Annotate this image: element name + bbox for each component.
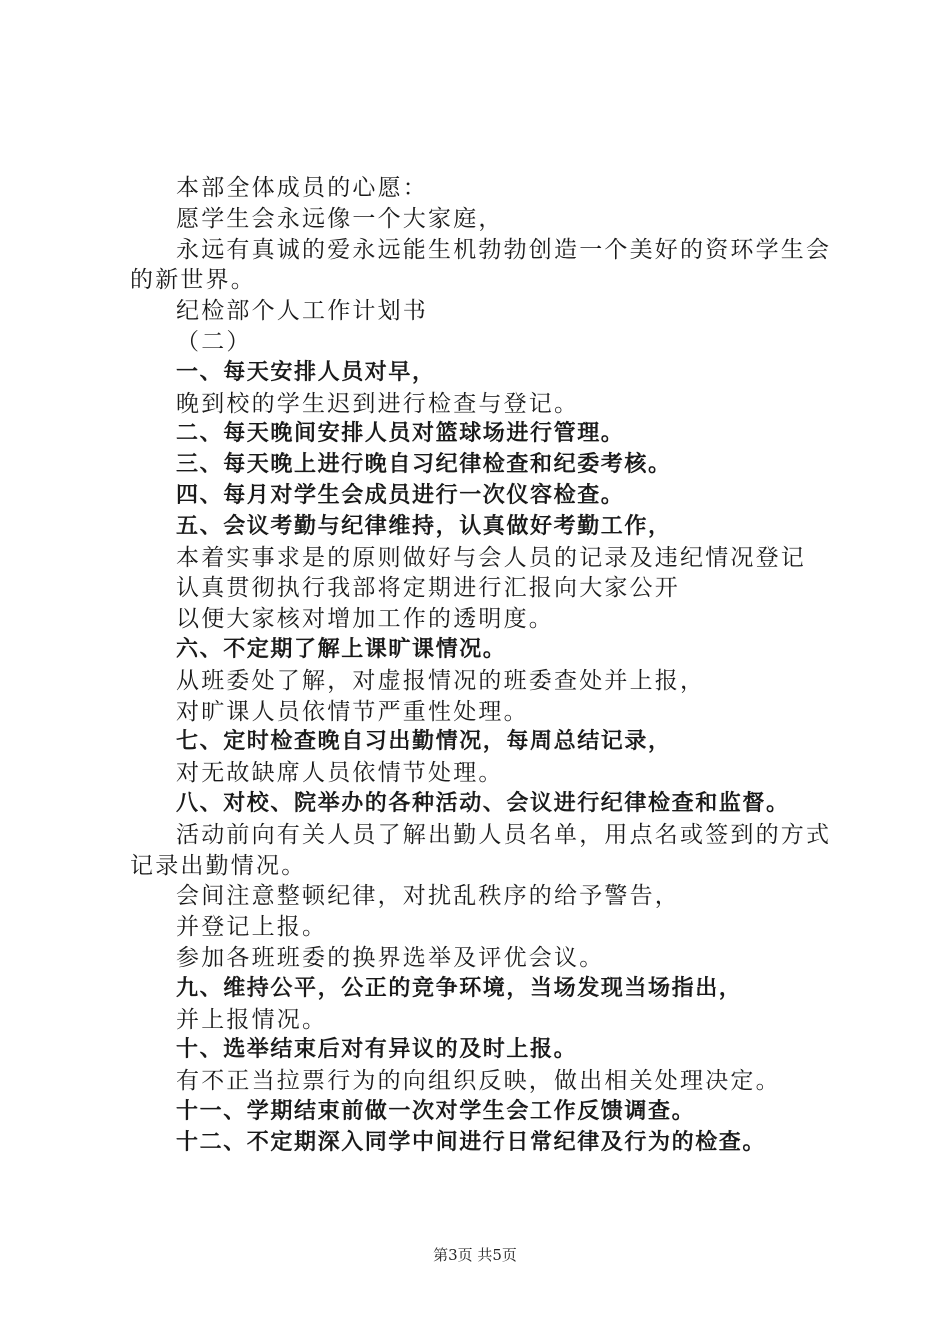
- text-line: 有不正当拉票行为的向组织反映，做出相关处理决定。: [176, 1068, 781, 1095]
- text-line: 晚到校的学生迟到进行检查与登记。: [176, 390, 580, 417]
- text-line: 并登记上报。: [176, 914, 328, 941]
- text-line: 参加各班班委的换界选举及评优会议。: [176, 944, 605, 971]
- text-line: 会间注意整顿纪律，对扰乱秩序的给予警告，: [176, 883, 680, 910]
- page-number-footer: 第3页 共5页: [433, 1246, 517, 1264]
- text-line: 从班委处了解，对虚报情况的班委查处并上报，: [176, 667, 706, 694]
- item-heading: 十、选举结束后对有异议的及时上报。: [176, 1037, 578, 1063]
- text-line: 对无故缺席人员依情节处理。: [176, 760, 504, 787]
- item-heading: 二、每天晚间安排人员对篮球场进行管理。: [176, 421, 625, 447]
- text-line: 认真贯彻执行我部将定期进行汇报向大家公开: [176, 575, 680, 602]
- item-heading: 九、维持公平，公正的竞争环境，当场发现当场指出，: [176, 975, 743, 1001]
- item-heading: 十二、不定期深入同学中间进行日常纪律及行为的检查。: [176, 1129, 767, 1155]
- text-line: 对旷课人员依情节严重性处理。: [176, 698, 529, 725]
- text-line: 并上报情况。: [176, 1006, 328, 1033]
- text-paragraph: 永远有真诚的爱永远能生机勃勃创造一个美好的资环学生会的新世界。: [130, 236, 832, 294]
- document-body: [130, 173, 835, 1159]
- item-heading: 八、对校、院举办的各种活动、会议进行纪律检查和监督。: [176, 790, 790, 816]
- item-heading: 四、每月对学生会成员进行一次仪容检查。: [176, 482, 625, 508]
- text-line: 以便大家核对增加工作的透明度。: [176, 606, 554, 633]
- item-heading: 五、会议考勤与纪律维持，认真做好考勤工作，: [176, 513, 672, 539]
- item-heading: 六、不定期了解上课旷课情况。: [176, 636, 507, 662]
- text-line: 本部全体成员的心愿：: [176, 175, 428, 201]
- text-line: 本着实事求是的原则做好与会人员的记录及违纪情况登记: [176, 544, 806, 571]
- item-heading: 三、每天晚上进行晚自习纪律检查和纪委考核。: [176, 452, 672, 478]
- section-number: （二）: [176, 328, 252, 355]
- item-heading: 十一、学期结束前做一次对学生会工作反馈调查。: [176, 1098, 696, 1124]
- text-line: 愿学生会永远像一个大家庭，: [176, 205, 504, 232]
- item-heading: 一、每天安排人员对早，: [176, 359, 436, 385]
- item-heading: 七、定时检查晚自习出勤情况，每周总结记录，: [176, 729, 672, 755]
- text-line: 纪检部个人工作计划书: [176, 298, 428, 325]
- text-paragraph: 活动前向有关人员了解出勤人员名单，用点名或签到的方式记录出勤情况。: [130, 821, 832, 879]
